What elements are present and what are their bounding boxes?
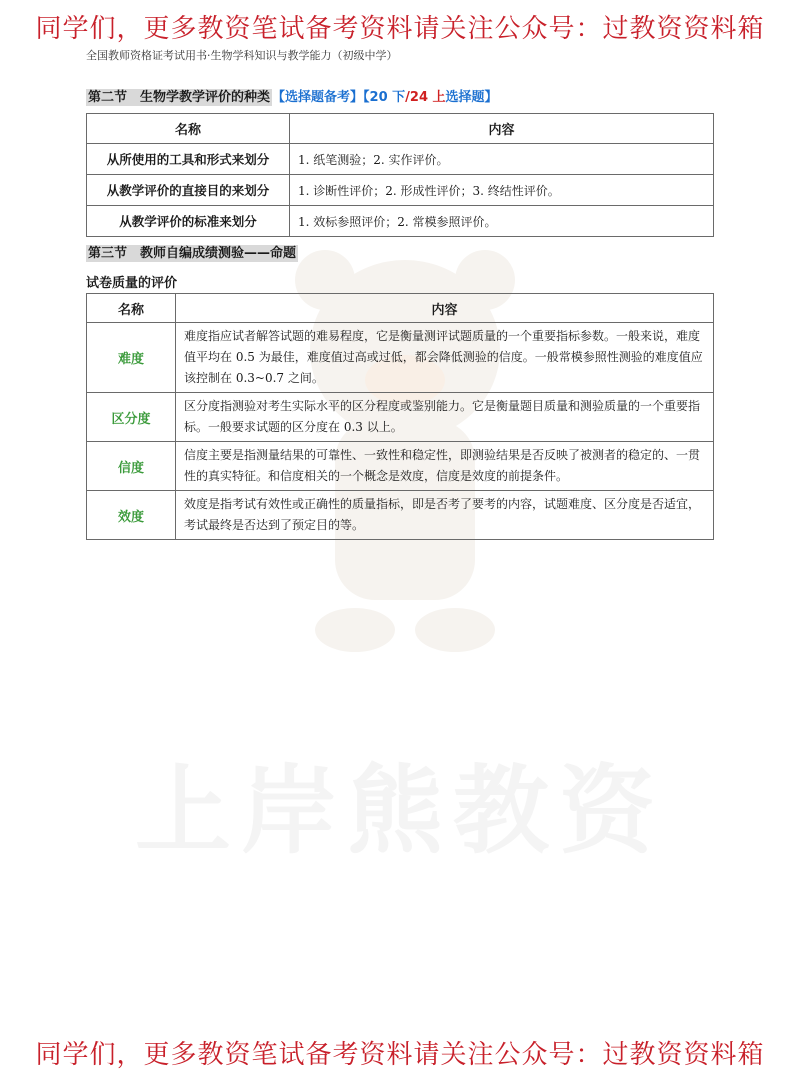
- row-content: 难度指应试者解答试题的难易程度，它是衡量测评试题质量的一个重要指标参数。一般来说，难度值平均在 0.5 为最佳，难度值过高或过低，都会降低测验的信度。一般常模参照性测验的难度值应该控制在 0.3~0.7 之间。: [176, 323, 714, 393]
- evaluation-types-table: [86, 113, 714, 237]
- row-name: 从教学评价的直接目的来划分: [87, 175, 290, 206]
- table-row: [87, 175, 714, 206]
- row-content: 信度主要是指测量结果的可靠性、一致性和稳定性，即测验结果是否反映了被测者的稳定的、一贯性的真实特征。和信度相关的一个概念是效度，信度是效度的前提条件。: [176, 442, 714, 491]
- table-header-row: [87, 114, 714, 144]
- row-name: 效度: [87, 491, 176, 540]
- row-name: 从教学评价的标准来划分: [87, 206, 290, 237]
- section3-title: 第三节 教师自编成绩测验——命题: [88, 246, 297, 261]
- row-name: 信度: [87, 442, 176, 491]
- table-row: [87, 393, 714, 442]
- book-subtitle: 全国教师资格证考试用书·生物学科知识与教学能力（初级中学）: [86, 49, 398, 62]
- section2-tag-open: 【选择题备考】【: [272, 90, 370, 105]
- section2-tag-close: 选择题】: [445, 90, 498, 105]
- table-row: [87, 491, 714, 540]
- row-content: 效度是指考试有效性或正确性的质量指标，即是否考了要考的内容，试题难度、区分度是否适宜，考试最终是否达到了预定目的等。: [176, 491, 714, 540]
- section3-heading: [86, 242, 298, 261]
- test-quality-table: [86, 293, 714, 540]
- row-content: 1. 效标参照评价；2. 常模参照评价。: [290, 206, 714, 237]
- table-row: [87, 144, 714, 175]
- table-row: [87, 206, 714, 237]
- row-name: 区分度: [87, 393, 176, 442]
- column-header-name: 名称: [87, 294, 176, 323]
- table-row: [87, 323, 714, 393]
- section3-subtitle: 试卷质量的评价: [86, 276, 178, 291]
- section2-heading: [86, 86, 498, 105]
- column-header-content: 内容: [176, 294, 714, 323]
- section2-title: 第二节 生物学教学评价的种类: [88, 90, 271, 105]
- column-header-name: 名称: [87, 114, 290, 144]
- section2-tag-slash: /: [405, 90, 410, 105]
- row-content: 区分度指测验对考生实际水平的区分程度或鉴别能力。它是衡量题目质量和测验质量的一个重要指标。一般要求试题的区分度在 0.3 以上。: [176, 393, 714, 442]
- row-content: 1. 纸笔测验；2. 实作评价。: [290, 144, 714, 175]
- watermark-text: 上岸熊教资: [135, 755, 665, 867]
- section2-tag-year-a: 20 下: [369, 90, 406, 105]
- row-name: 从所使用的工具和形式来划分: [87, 144, 290, 175]
- column-header-content: 内容: [290, 114, 714, 144]
- table-header-row: [87, 294, 714, 323]
- bottom-promo-banner: 同学们，更多教资笔试备考资料请关注公众号：过教资资料箱: [35, 1040, 765, 1070]
- table-row: [87, 442, 714, 491]
- section2-tag-year-b: 24 上: [409, 90, 446, 105]
- row-content: 1. 诊断性评价；2. 形成性评价；3. 终结性评价。: [290, 175, 714, 206]
- top-promo-banner: 同学们，更多教资笔试备考资料请关注公众号：过教资资料箱: [35, 14, 765, 44]
- row-name: 难度: [87, 323, 176, 393]
